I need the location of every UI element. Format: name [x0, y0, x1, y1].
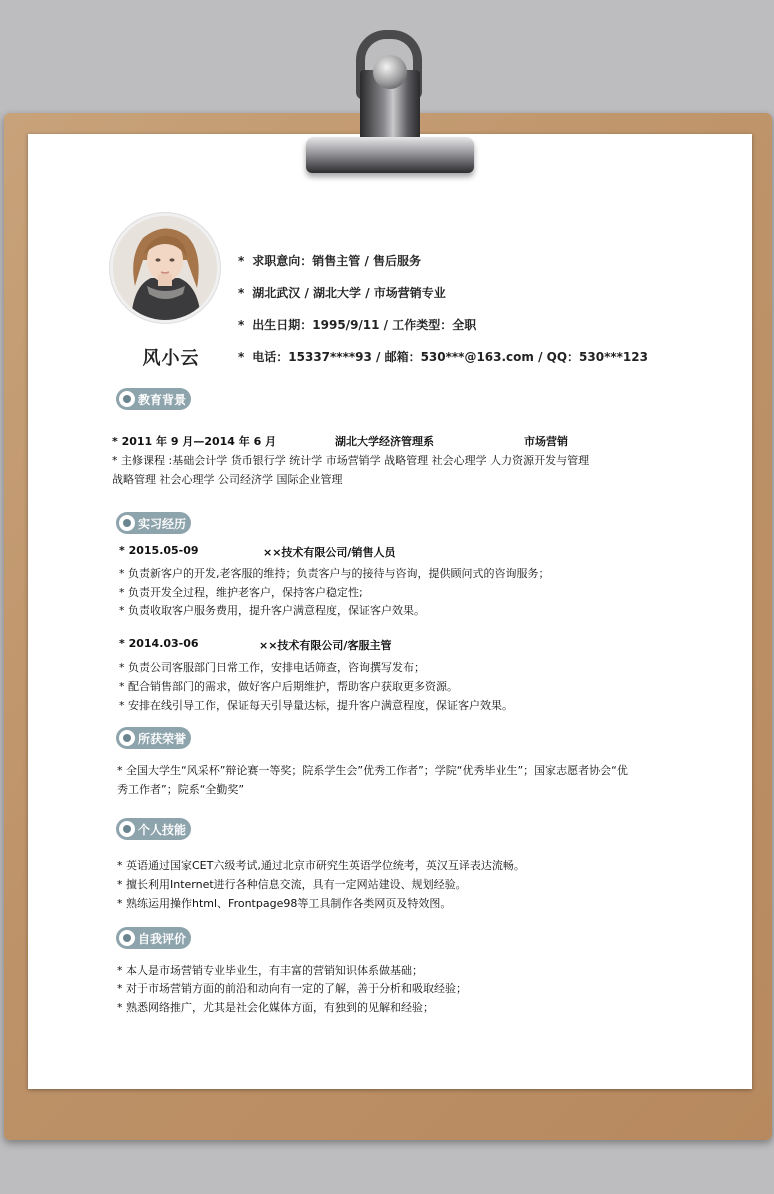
self-eval-item: * 对于市场营销方面的前沿和动向有一定的了解，善于分析和吸取经验； [117, 982, 467, 995]
honors-text: * 全国大学生“风采杯”辩论赛一等奖；院系学生会”优秀工作者”；学院“优秀毕业生”；国家志愿者协会“优 [117, 764, 628, 777]
bullet-icon [119, 391, 135, 407]
portrait-icon [113, 216, 217, 320]
job2-item: * 安排在线引导工作，保证每天引导量达标，提升客户满意程度，保证客户效果。 [119, 699, 513, 712]
section-title: 所获荣誉 [138, 732, 187, 746]
job1-item: * 负责新客户的开发,老客服的维持；负责客户与的接待与咨询，提供顾问式的咨询服务； [119, 567, 550, 580]
job2-title: ××技术有限公司/客服主管 [259, 639, 392, 652]
avatar [110, 213, 220, 323]
education-courses-cont: 战略管理 社会心理学 公司经济学 国际企业管理 [112, 473, 343, 486]
info-birth: * 出生日期：1995/9/11 / 工作类型：全职 [238, 318, 477, 332]
info-text: 湖北武汉 / 湖北大学 / 市场营销专业 [252, 286, 446, 300]
job1-date: * 2015.05-09 [119, 544, 199, 557]
info-contact: * 电话：15337****93 / 邮箱：530***@163.com / QQ：530***123 [238, 350, 648, 364]
self-eval-item: * 本人是市场营销专业毕业生，有丰富的营销知识体系做基础； [117, 964, 423, 977]
clip-base [306, 137, 474, 173]
bullet-icon [119, 730, 135, 746]
bullet-icon [119, 821, 135, 837]
education-period: * 2011 年 9 月—2014 年 6 月 [112, 435, 277, 448]
education-school: 湖北大学经济管理系 [335, 435, 434, 448]
skill-item: * 擅长利用Internet进行各种信息交流，具有一定网站建设、规划经验。 [117, 878, 467, 891]
info-text: 电话：15337****93 / 邮箱：530***@163.com / QQ：530***123 [252, 350, 648, 364]
job1-item: * 负责开发全过程，维护老客户，保持客户稳定性; [119, 586, 363, 599]
info-location: * 湖北武汉 / 湖北大学 / 市场营销专业 [238, 286, 446, 300]
candidate-name: 风小云 [142, 348, 200, 369]
clip-knob [373, 55, 407, 89]
section-honors-header [116, 727, 191, 749]
job1-item: * 负责收取客户服务费用，提升客户满意程度，保证客户效果。 [119, 604, 425, 617]
section-title: 实习经历 [138, 517, 187, 531]
bullet-icon [119, 515, 135, 531]
info-job-intention: * 求职意向：销售主管 / 售后服务 [238, 254, 422, 268]
section-title: 自我评价 [138, 932, 187, 946]
self-eval-item: * 熟悉网络推广，尤其是社会化媒体方面，有独到的见解和经验； [117, 1001, 434, 1014]
honors-text-cont: 秀工作者”；院系“全勤奖” [117, 783, 245, 796]
section-self-eval-header [116, 927, 191, 949]
job2-item: * 负责公司客服部门日常工作，安排电话筛查，咨询撰写发布； [119, 661, 425, 674]
job2-date: * 2014.03-06 [119, 637, 199, 650]
section-skills-header [116, 818, 191, 840]
section-internship-header [116, 512, 191, 534]
bullet-icon [119, 930, 135, 946]
education-major: 市场营销 [524, 435, 568, 448]
info-text: 求职意向：销售主管 / 售后服务 [252, 254, 422, 268]
section-title: 个人技能 [138, 823, 187, 837]
section-education-header [116, 388, 191, 410]
section-title: 教育背景 [138, 393, 187, 407]
info-text: 出生日期：1995/9/11 / 工作类型：全职 [252, 318, 477, 332]
job2-item: * 配合销售部门的需求，做好客户后期维护，帮助客户获取更多资源。 [119, 680, 458, 693]
skill-item: * 熟练运用操作html、Frontpage98等工具制作各类网页及特效图。 [117, 897, 452, 910]
education-courses: * 主修课程 :基础会计学 货币银行学 统计学 市场营销学 战略管理 社会心理学 人力资源开发与管理 [112, 454, 590, 467]
job1-title: ××技术有限公司/销售人员 [263, 546, 396, 559]
skill-item: * 英语通过国家CET六级考试,通过北京市研究生英语学位统考，英汉互译表达流畅。 [117, 859, 525, 872]
